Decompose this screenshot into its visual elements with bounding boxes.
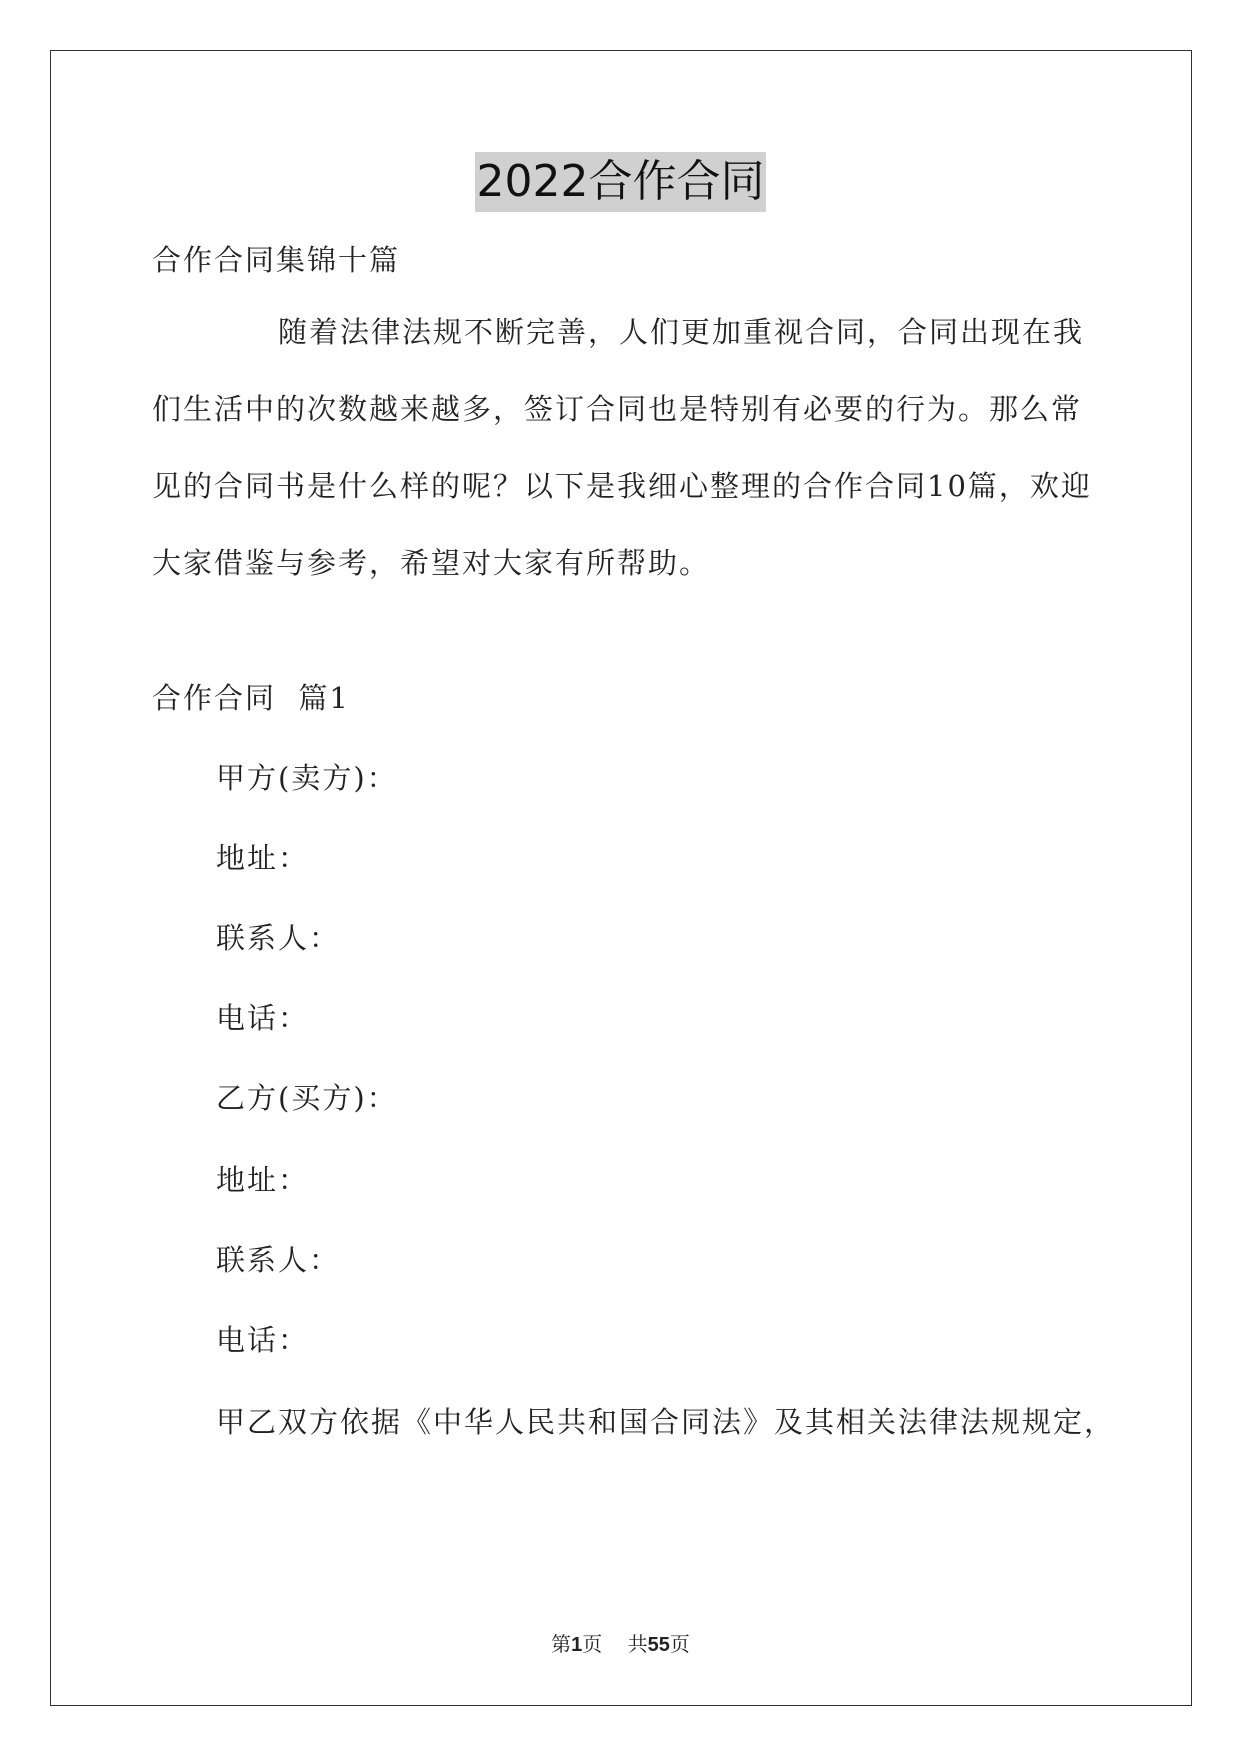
footer-page-number: 1: [571, 1634, 583, 1656]
party-b-phone: 电话：: [216, 1323, 310, 1357]
clause-line: 甲乙双方依据《中华人民共和国合同法》及其相关法律法规规定，: [216, 1405, 1116, 1439]
footer-total-prefix: 共: [627, 1632, 648, 1656]
page-footer: [0, 1630, 1241, 1659]
intro-line-4: 大家借鉴与参考，希望对大家有所帮助。: [152, 546, 711, 580]
party-b-label: 乙方(买方)：: [216, 1081, 398, 1115]
footer-total-pages: 55: [647, 1634, 670, 1656]
party-a-phone: 电话：: [216, 1001, 310, 1035]
party-a-contact: 联系人：: [216, 921, 341, 955]
title-container: [0, 152, 1241, 212]
party-b-address: 地址：: [216, 1163, 310, 1197]
page-border: [50, 50, 1192, 1706]
party-a-label: 甲方(卖方)：: [216, 761, 398, 795]
section-heading: 合作合同 篇1: [152, 681, 350, 715]
intro-line-1: 随着法律法规不断完善，人们更加重视合同，合同出现在我: [278, 315, 1085, 349]
document-title: 2022合作合同: [475, 152, 767, 212]
intro-line-3: 见的合同书是什么样的呢？以下是我细心整理的合作合同10篇，欢迎: [152, 469, 1092, 503]
footer-prefix: 第: [551, 1632, 572, 1656]
party-a-address: 地址：: [216, 841, 310, 875]
intro-line-2: 们生活中的次数越来越多，签订合同也是特别有必要的行为。那么常: [152, 392, 1083, 426]
party-b-contact: 联系人：: [216, 1243, 341, 1277]
footer-total-suffix: 页: [669, 1632, 690, 1656]
footer-page-suffix: 页: [582, 1632, 603, 1656]
document-subtitle: 合作合同集锦十篇: [152, 243, 401, 277]
